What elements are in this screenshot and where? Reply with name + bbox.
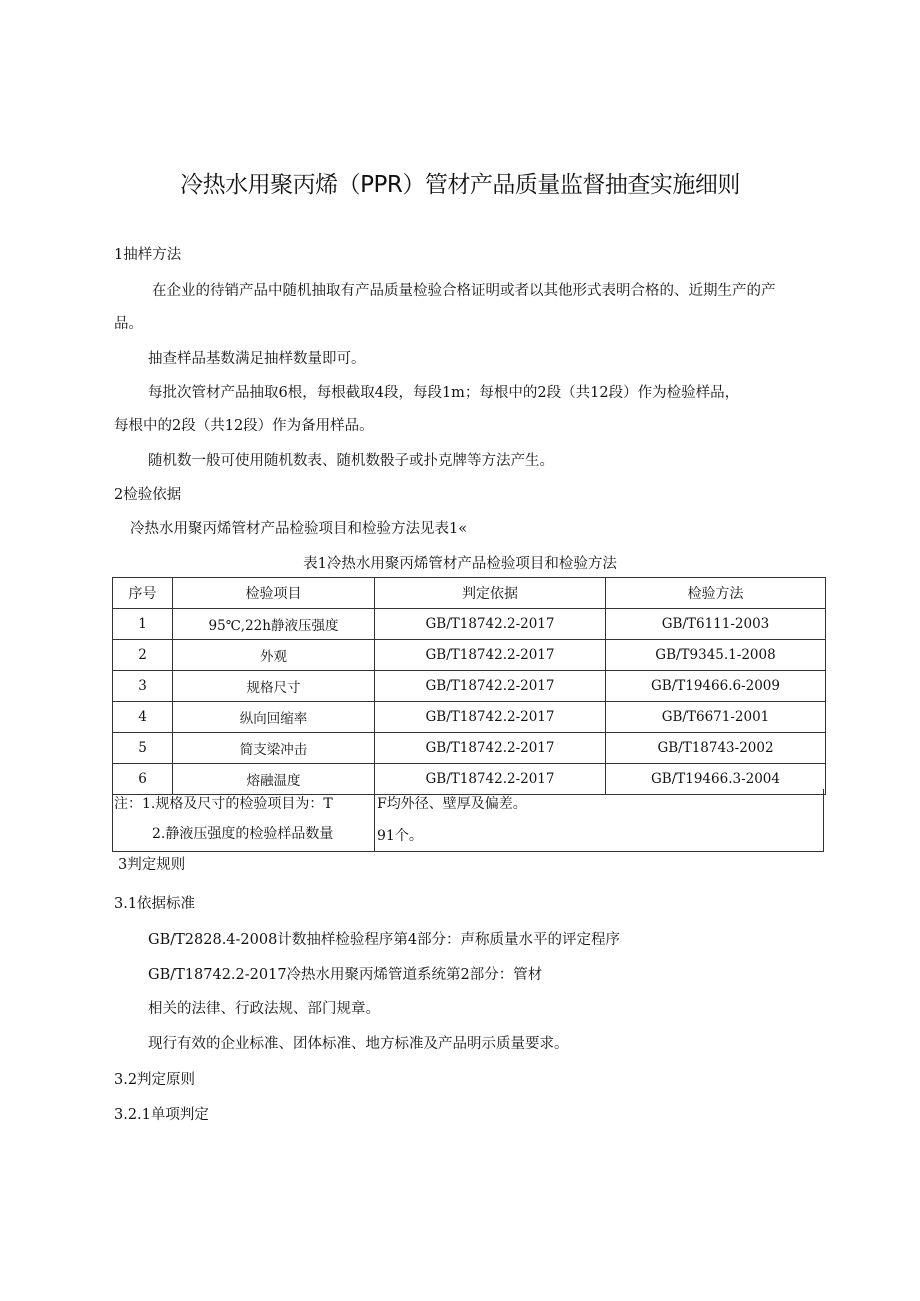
table-cell: GB/T6671-2001 xyxy=(606,702,826,733)
table-note-line1-left: 注：1.规格及尺寸的检验项目为：T xyxy=(114,796,333,812)
paragraph-sampling-line1: 在企业的待销产品中随机抽取有产品质量检验合格证明或者以其他形式表明合格的、近期生产的产 xyxy=(152,283,776,299)
section-3-2-heading: 3.2判定原则 xyxy=(114,1072,196,1088)
table-row xyxy=(113,640,826,671)
header-cell: 检验方法 xyxy=(606,578,826,609)
header-cell: 检验项目 xyxy=(173,578,375,609)
table-cell: GB/T19466.3-2004 xyxy=(606,764,826,795)
table-cell: GB/T18742.2-2017 xyxy=(375,640,606,671)
table-row xyxy=(113,609,826,640)
table-cell: 简支梁冲击 xyxy=(173,733,375,764)
section-3-1-heading: 3.1依据标准 xyxy=(114,896,196,912)
table-cell: GB/T19466.6-2009 xyxy=(606,671,826,702)
table-cell: 规格尺寸 xyxy=(173,671,375,702)
table-row xyxy=(113,702,826,733)
table-cell: 95℃,22h静液压强度 xyxy=(173,609,375,640)
paragraph-base-quantity: 抽查样品基数满足抽样数量即可。 xyxy=(148,351,366,367)
table-header-row xyxy=(113,578,826,609)
table-cell: GB/T9345.1-2008 xyxy=(606,640,826,671)
table-note-line2-right: 91个。 xyxy=(377,828,423,844)
paragraph-sampling-line2: 品。 xyxy=(114,316,143,332)
section-2-heading: 2检验依据 xyxy=(114,487,182,503)
table-cell: GB/T18743-2002 xyxy=(606,733,826,764)
table-cell: 2 xyxy=(113,640,173,671)
table-note-divider xyxy=(374,789,375,852)
standard-item: 相关的法律、行政法规、部门规章。 xyxy=(148,1001,380,1017)
table-cell: GB/T18742.2-2017 xyxy=(375,764,606,795)
paragraph-quantity-line1: 每批次管材产品抽取6根，每根截取4段，每段1m；每根中的2段（共12段）作为检验样品， xyxy=(148,385,740,401)
standard-item: 现行有效的企业标准、团体标准、地方标准及产品明示质量要求。 xyxy=(148,1036,569,1052)
page-title: 冷热水用聚丙烯（PPR）管材产品质量监督抽查实施细则 xyxy=(180,172,740,198)
table-cell: 3 xyxy=(113,671,173,702)
table-cell: 5 xyxy=(113,733,173,764)
standard-item: GB/T18742.2-2017冷热水用聚丙烯管道系统第2部分：管材 xyxy=(148,967,543,983)
header-cell: 序号 xyxy=(113,578,173,609)
standard-item: GB/T2828.4-2008计数抽样检验程序第4部分：声称质量水平的评定程序 xyxy=(148,932,621,948)
table-cell: GB/T18742.2-2017 xyxy=(375,671,606,702)
table-cell: 1 xyxy=(113,609,173,640)
paragraph-inspection-basis: 冷热水用聚丙烯管材产品检验项目和检验方法见表1« xyxy=(130,521,468,537)
table-cell: 6 xyxy=(113,764,173,795)
table-cell: GB/T18742.2-2017 xyxy=(375,702,606,733)
table-row xyxy=(113,733,826,764)
table-cell: 外观 xyxy=(173,640,375,671)
header-cell: 判定依据 xyxy=(375,578,606,609)
paragraph-random: 随机数一般可使用随机数表、随机数骰子或扑克牌等方法产生。 xyxy=(148,453,554,469)
table-row xyxy=(113,671,826,702)
table-cell: GB/T18742.2-2017 xyxy=(375,733,606,764)
section-1-heading: 1抽样方法 xyxy=(114,247,182,263)
paragraph-quantity-line2: 每根中的2段（共12段）作为备用样品。 xyxy=(114,418,374,434)
table-cell: 4 xyxy=(113,702,173,733)
table-cell: 熔融温度 xyxy=(173,764,375,795)
section-3-heading: 3判定规则 xyxy=(118,857,186,873)
table-cell: GB/T18742.2-2017 xyxy=(375,609,606,640)
inspection-table xyxy=(112,577,826,795)
table-note-line2-left: 2.静液压强度的检验样品数量 xyxy=(152,826,334,842)
section-3-2-1-heading: 3.2.1单项判定 xyxy=(114,1107,209,1123)
table-caption: 表1冷热水用聚丙烯管材产品检验项目和检验方法 xyxy=(303,556,617,572)
table-cell: 纵向回缩率 xyxy=(173,702,375,733)
table-cell: GB/T6111-2003 xyxy=(606,609,826,640)
table-note-line1-right: F均外径、壁厚及偏差。 xyxy=(377,796,527,812)
